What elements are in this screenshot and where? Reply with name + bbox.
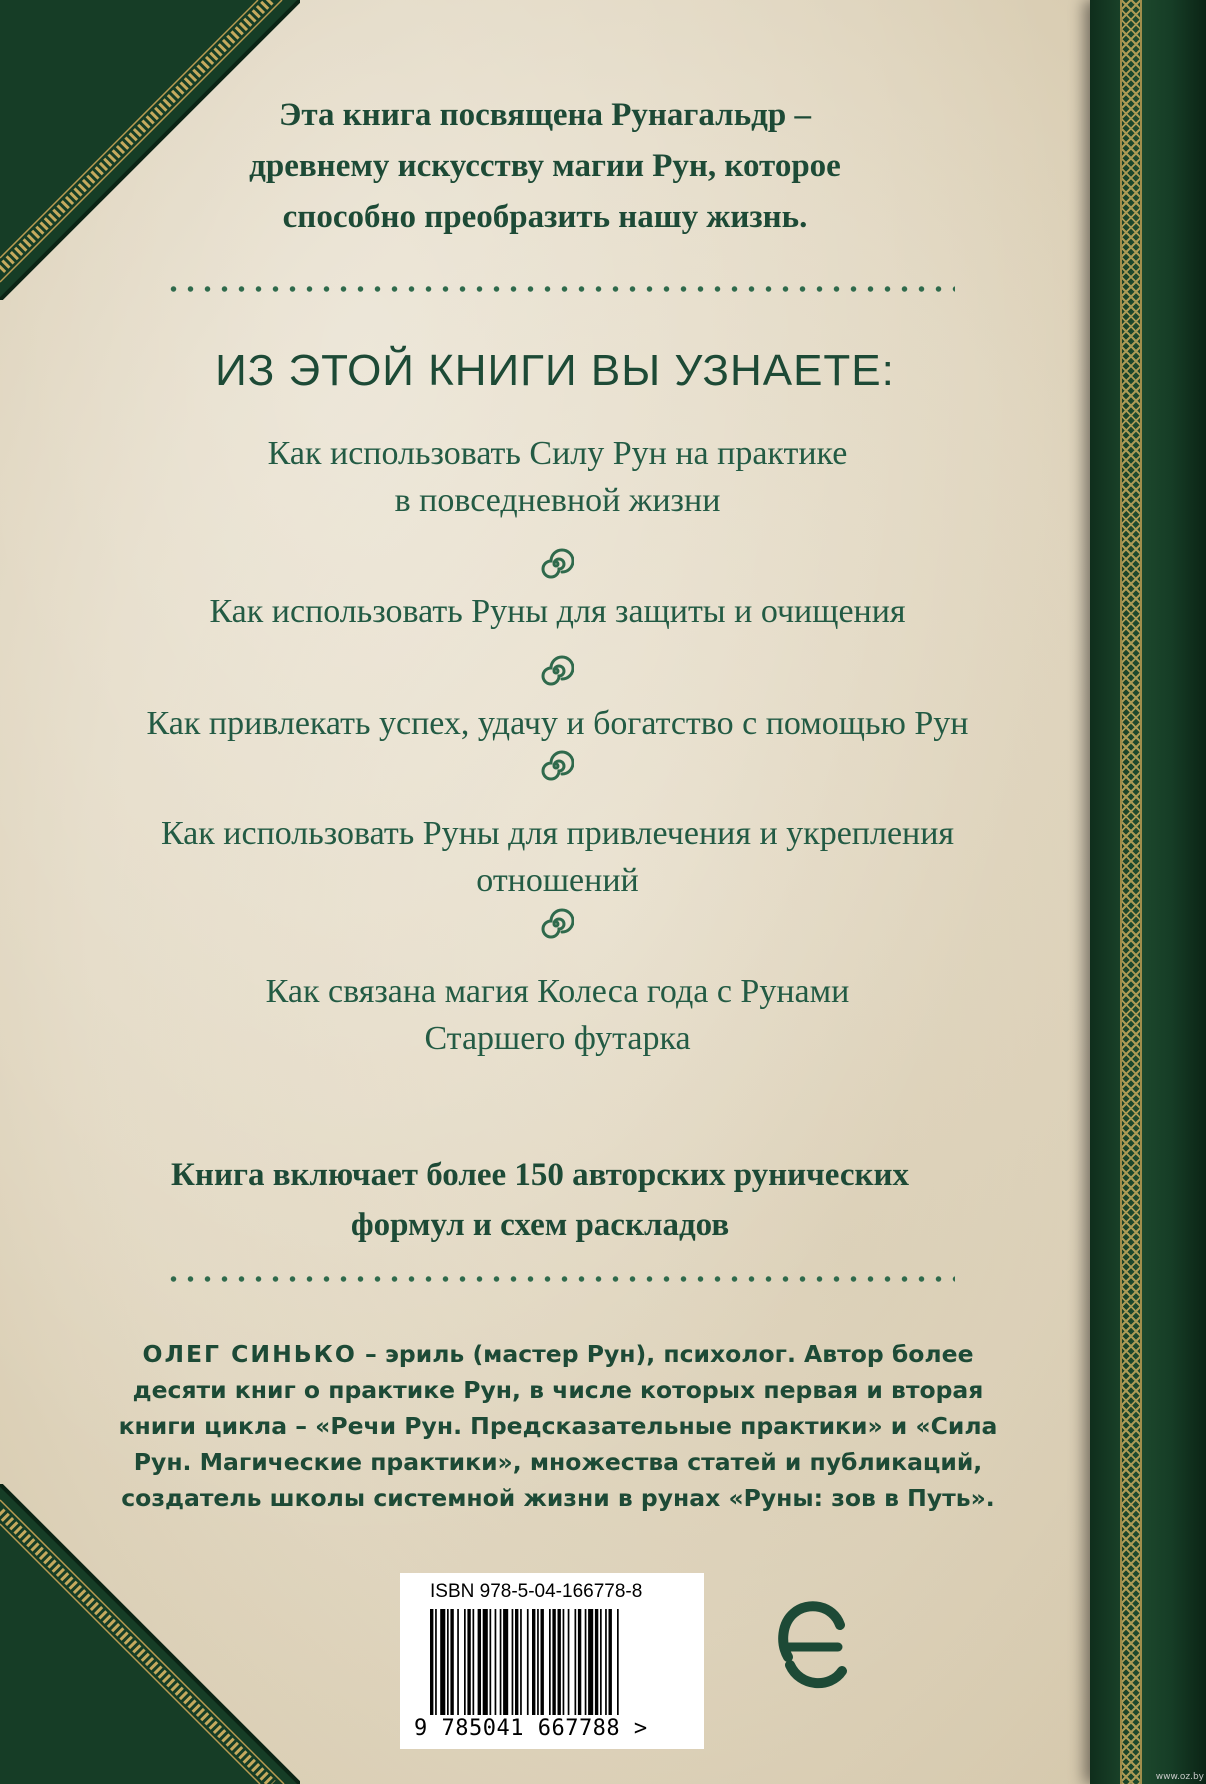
dotted-divider: [165, 1275, 955, 1283]
barcode-bar: [483, 1609, 488, 1715]
isbn-digits: 9 785041 667788 >: [414, 1716, 648, 1741]
barcode-bar: [537, 1609, 539, 1715]
dotted-divider: [165, 285, 955, 293]
spine-band: [1090, 0, 1206, 1784]
barcode-bar: [552, 1609, 555, 1715]
barcode-bar: [447, 1609, 449, 1715]
barcode-bar: [430, 1609, 433, 1715]
barcode-bar: [464, 1609, 466, 1715]
barcode-bar: [467, 1609, 470, 1715]
barcode-bar: [457, 1609, 459, 1715]
barcode-bar: [473, 1609, 475, 1715]
barcode-bar: [563, 1609, 565, 1715]
intro-paragraph: [160, 90, 930, 243]
author-bio: ОЛЕГ СИНЬКО – эриль (мастер Рун), психолог. Автор более десяти книг о практике Рун, в числе которых первая и вторая книги цикла – «Речи Рун. Предсказательные практики» и «Сила Рун. Магические практики», множества статей и публикаций, создатель школы системной жизни в рунах «Руны: зов в Путь».: [118, 1340, 998, 1512]
list-item: Как использовать Силу Рун на практике в повседневной жизни: [267, 435, 848, 519]
isbn-barcode: [400, 1573, 704, 1749]
list-item: Как связана магия Колеса года с Рунами Старшего футарка: [265, 973, 850, 1057]
barcode-bar: [515, 1609, 518, 1715]
list-item: Как использовать Руны для защиты и очищения: [209, 593, 906, 630]
watermark: www.oz.by: [1155, 1772, 1204, 1782]
section-heading: ИЗ ЭТОЙ КНИГИ ВЫ УЗНАЕТЕ:: [215, 346, 895, 395]
barcode-bar: [541, 1609, 544, 1715]
barcode-bars: [430, 1609, 680, 1715]
barcode-bar: [503, 1609, 508, 1715]
barcode-bar: [440, 1609, 445, 1715]
barcode-bar: [495, 1609, 497, 1715]
eksmo-e-logo: [778, 1595, 848, 1695]
spiral-icon: [538, 546, 574, 582]
barcode-bar: [609, 1609, 612, 1715]
barcode-bar: [600, 1609, 602, 1715]
barcode-bar: [532, 1609, 535, 1715]
list-item: Как привлекать успех, удачу и богатство с помощью Рун: [146, 705, 969, 742]
barcode-bar: [490, 1609, 492, 1715]
author-name: ОЛЕГ СИНЬКО: [142, 1340, 357, 1368]
barcode-bar: [585, 1609, 587, 1715]
barcode-bar: [568, 1609, 570, 1715]
intro-line: Эта книга посвящена Рунагальдр –: [279, 97, 811, 133]
barcode-bar: [578, 1609, 581, 1715]
barcode-bar: [617, 1609, 619, 1715]
barcode-bar: [500, 1609, 502, 1715]
includes-statement: Книга включает более 150 авторских рунических формул и схем раскладов: [171, 1157, 909, 1243]
barcode-bar: [605, 1609, 607, 1715]
spiral-icon: [538, 906, 574, 942]
spiral-icon: [538, 653, 574, 689]
barcode-bar: [527, 1609, 529, 1715]
list-item: Как использовать Руны для привлечения и укрепления отношений: [160, 815, 955, 899]
barcode-bar: [478, 1609, 481, 1715]
barcode-bar: [588, 1609, 593, 1715]
intro-line: древнему искусству магии Рун, которое: [249, 148, 841, 184]
barcode-bar: [435, 1609, 437, 1715]
gold-braid-trim: [1120, 0, 1142, 1784]
barcode-bar: [512, 1609, 514, 1715]
barcode-bar: [520, 1609, 522, 1715]
intro-line: способно преобразить нашу жизнь.: [282, 199, 808, 235]
barcode-bar: [595, 1609, 598, 1715]
spiral-icon: [538, 748, 574, 784]
isbn-number: ISBN 978-5-04-166778-8: [430, 1581, 643, 1602]
barcode-bar: [450, 1609, 453, 1715]
barcode-bar: [558, 1609, 561, 1715]
barcode-bar: [575, 1609, 577, 1715]
barcode-bar: [549, 1609, 551, 1715]
